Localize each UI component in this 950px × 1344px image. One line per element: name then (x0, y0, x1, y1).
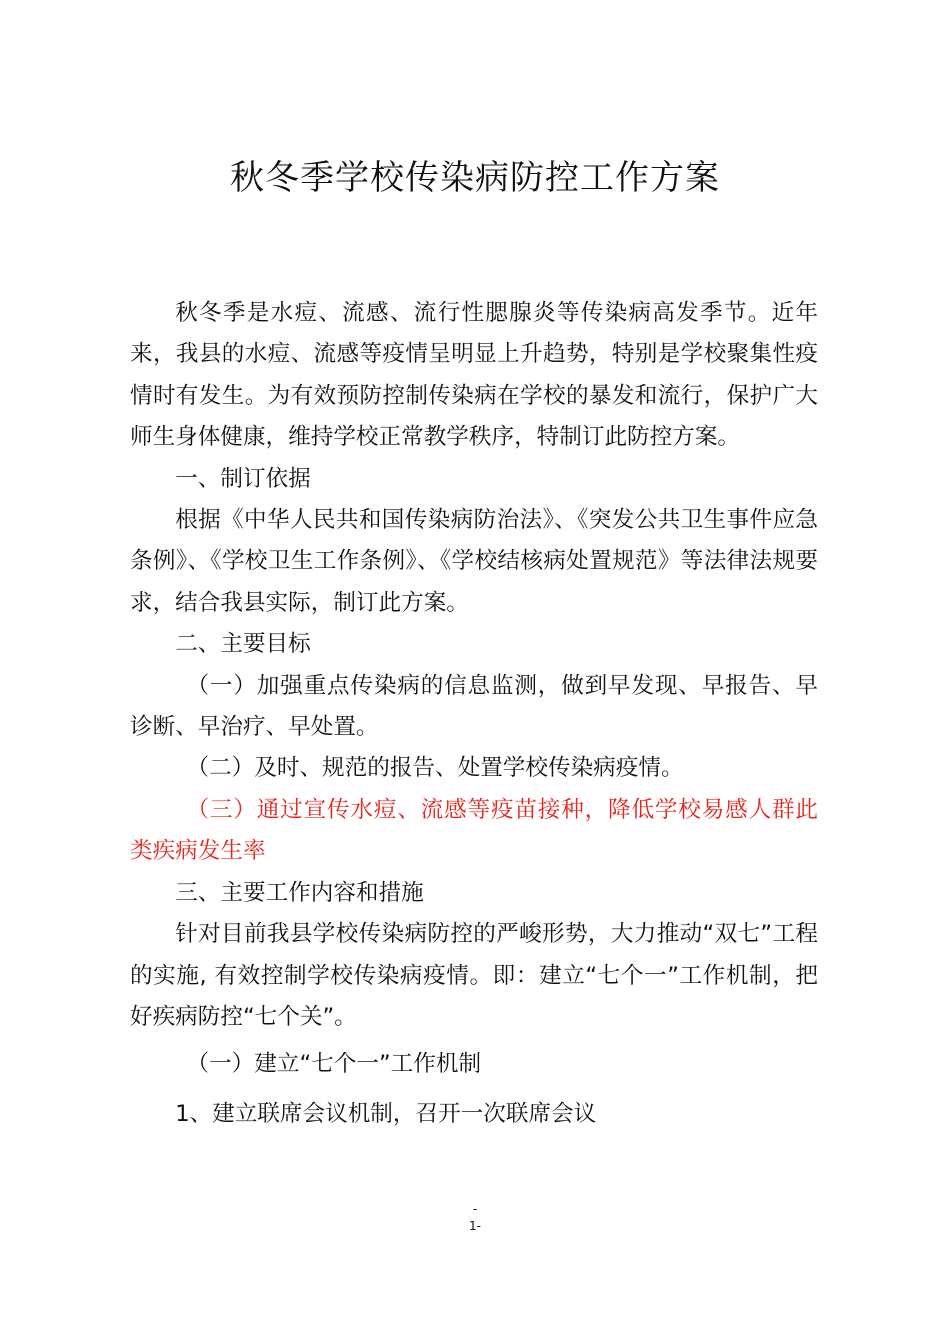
intro-paragraph: 秋冬季是水痘、流感、流行性腮腺炎等传染病高发季节。近年来，我县的水痘、流感等疫情呈明显上升趋势，特别是学校聚集性疫情时有发生。为有效预防控制传染病在学校的暴发和流行，保护广大师生身体健康，维持学校正常教学秩序，特制订此防控方案。 (130, 300, 818, 451)
footer-dash: - (472, 1202, 478, 1216)
basis-paragraph: 根据《中华人民共和国传染病防治法》、《突发公共卫生事件应急条例》、《学校卫生工作条例》、《学校结核病处置规范》等法律法规要求，结合我县实际，制订此方案。 (130, 507, 818, 616)
section-heading-measures: 三、主要工作内容和措施 (175, 879, 424, 906)
goal-item-2: （二）及时、规范的报告、处置学校传染病疫情。 (186, 755, 684, 782)
section-heading-basis: 一、制订依据 (175, 465, 311, 492)
subsection-heading-mechanism: （一）建立“七个一”工作机制 (186, 1051, 482, 1078)
goal-item-3-highlighted: （三）通过宣传水痘、流感等疫苗接种，降低学校易感人群此类疾病发生率 (130, 796, 818, 865)
document-title: 秋冬季学校传染病防控工作方案 (230, 158, 720, 198)
page-number: 1- (469, 1219, 481, 1233)
measures-paragraph: 针对目前我县学校传染病防控的严峻形势，大力推动“双七”工程的实施, 有效控制学校传染病疫情。即：建立“七个一”工作机制，把好疾病防控“七个关”。 (130, 921, 818, 1030)
mechanism-item-1: 1、建立联席会议机制，召开一次联席会议 (175, 1100, 597, 1127)
section-heading-goals: 二、主要目标 (175, 631, 311, 658)
document-body (130, 293, 818, 1135)
goal-item-1: （一）加强重点传染病的信息监测，做到早发现、早报告、早诊断、早治疗、早处置。 (130, 672, 818, 741)
